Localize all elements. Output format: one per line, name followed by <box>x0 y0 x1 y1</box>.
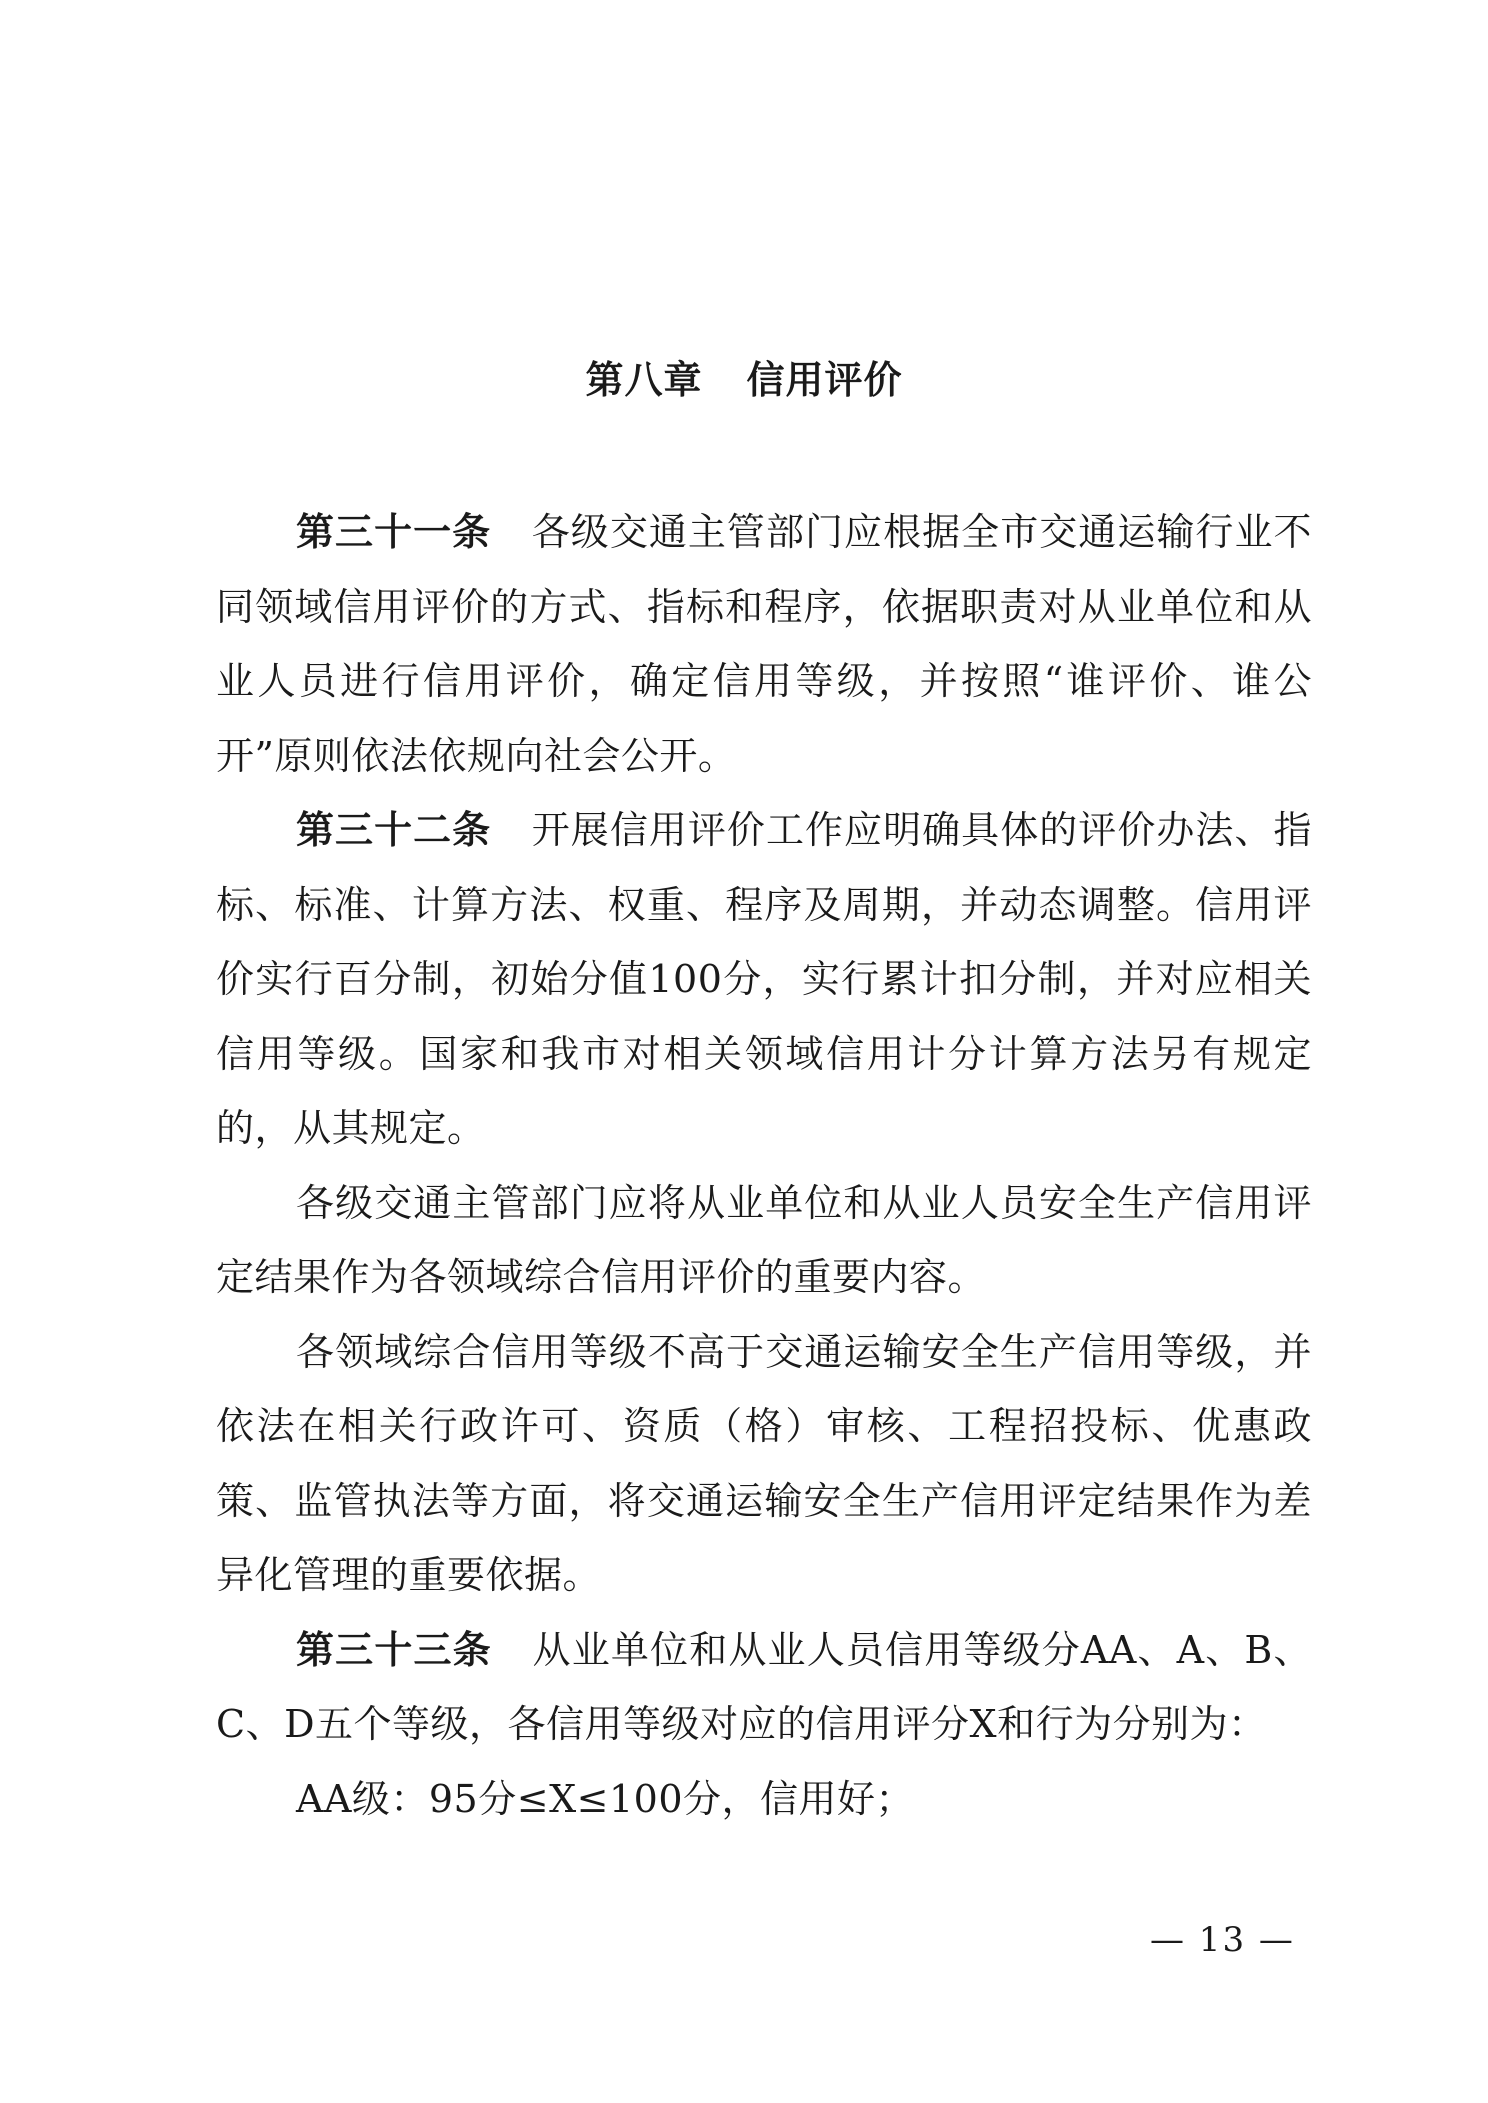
paragraph-text: 各级交通主管部门应将从业单位和从业人员安全生产信用评定结果作为各领域综合信用评价的重要内容。 <box>216 1180 1312 1299</box>
article-label: 第三十一条 <box>296 510 492 554</box>
body-text <box>216 495 1312 1836</box>
paragraph <box>216 1315 1312 1613</box>
page-number: — 13 — <box>1150 1920 1295 1960</box>
paragraph <box>216 793 1312 1166</box>
paragraph <box>216 1613 1312 1762</box>
paragraph <box>216 1762 1312 1837</box>
paragraph-text: 从业单位和从业人员信用等级分AA、A、B、C、D五个等级，各信用等级对应的信用评分X和行为分别为： <box>216 1627 1312 1746</box>
paragraph-text: 各级交通主管部门应根据全市交通运输行业不同领域信用评价的方式、指标和程序，依据职责对从业单位和从业人员进行信用评价，确定信用等级，并按照“谁评价、谁公开”原则依法依规向社会公开。 <box>216 510 1312 778</box>
chapter-title <box>0 352 1488 408</box>
chapter-number: 第八章 <box>585 358 703 402</box>
article-label: 第三十三条 <box>296 1627 492 1672</box>
paragraph <box>216 1166 1312 1315</box>
chapter-name: 信用评价 <box>746 358 903 402</box>
paragraph <box>216 495 1312 793</box>
article-label: 第三十二条 <box>296 808 492 852</box>
paragraph-text: 开展信用评价工作应明确具体的评价办法、指标、标准、计算方法、权重、程序及周期，并动态调整。信用评价实行百分制，初始分值100分，实行累计扣分制，并对应相关信用等级。国家和我市对相关领域信用计分计算方法另有规定的，从其规定。 <box>216 808 1312 1150</box>
paragraph-text: AA级：95分≤X≤100分，信用好； <box>296 1776 915 1821</box>
paragraph-text: 各领域综合信用等级不高于交通运输安全生产信用等级，并依法在相关行政许可、资质（格）审核、工程招投标、优惠政策、监管执法等方面，将交通运输安全生产信用评定结果作为差异化管理的重要依据。 <box>216 1329 1312 1597</box>
